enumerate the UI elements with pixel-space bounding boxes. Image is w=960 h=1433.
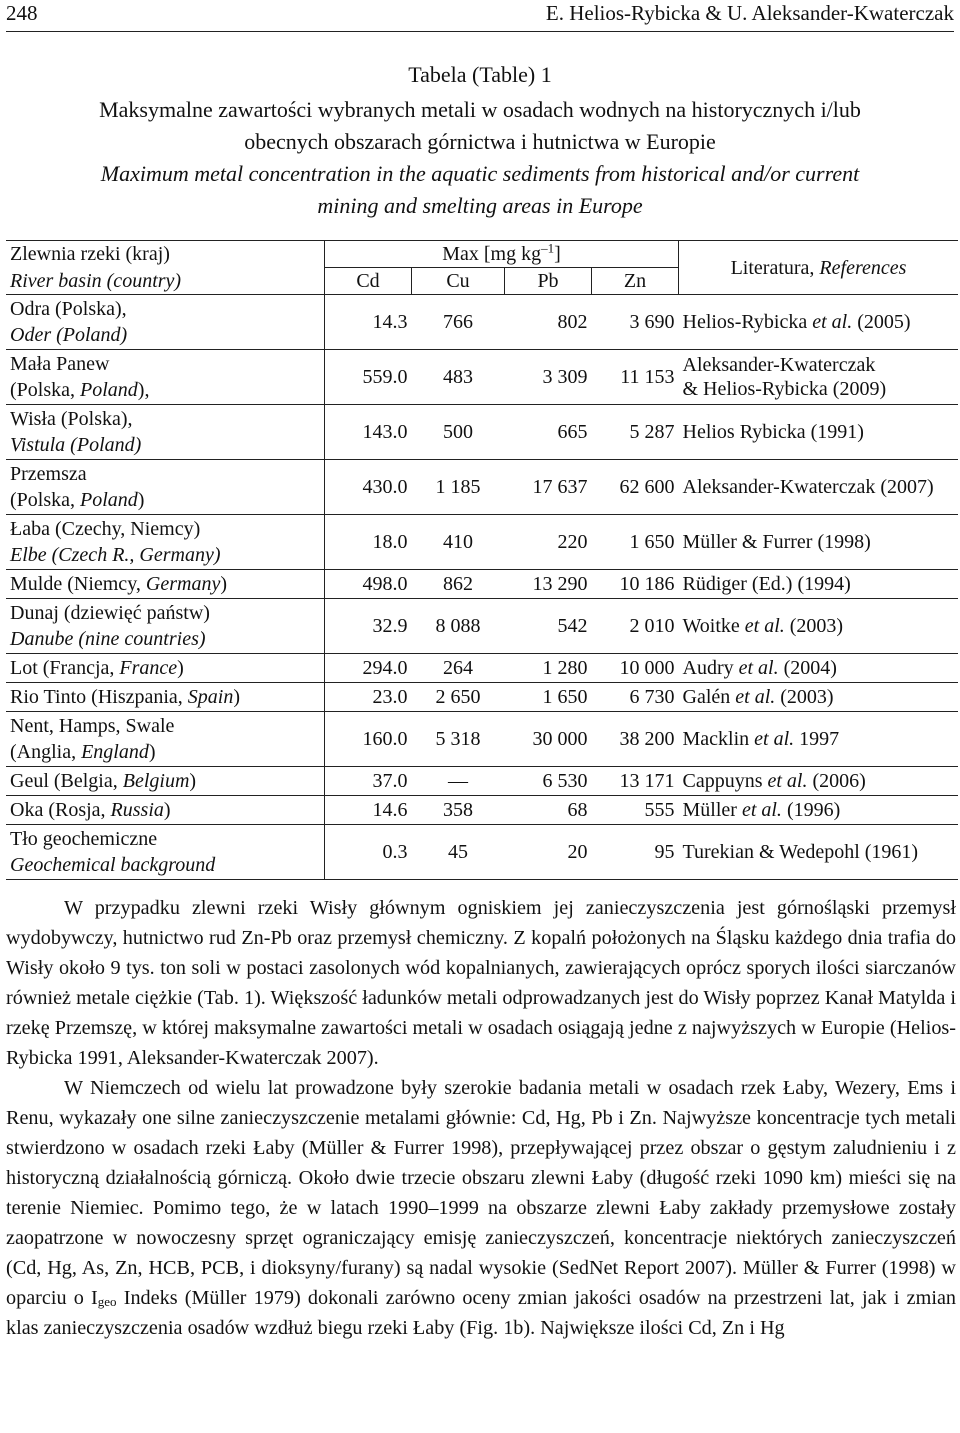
table-row bbox=[6, 825, 958, 880]
cell-ref: Müller et al. (1996) bbox=[679, 796, 959, 825]
row-river: Wisła (Polska), Vistula (Poland) bbox=[6, 405, 325, 460]
cell-cu: 483 bbox=[412, 350, 505, 405]
cell-zn: 2 010 bbox=[592, 599, 679, 654]
cell-zn: 3 690 bbox=[592, 295, 679, 350]
cell-cd: 160.0 bbox=[325, 712, 412, 767]
table-row bbox=[6, 599, 958, 654]
cell-pb: 1 650 bbox=[505, 683, 592, 712]
cell-cd: 498.0 bbox=[325, 570, 412, 599]
table-row bbox=[6, 796, 958, 825]
row-river: Geul (Belgia, Belgium) bbox=[6, 767, 325, 796]
paragraph-2: W Niemczech od wielu lat prowadzone były szerokie badania metali w osadach rzek Łaby, Wezery, Ems i Renu, wykazały one silne zanieczyszczenie metalami głównie: Cd, Hg, Pb i Zn. Najwyższe koncentracje tych metali stwierdzono w osadach rzeki Łaby (Müller & Furrer 1998), przepływającej przez obszar o gęstym zaludnieniu i z historyczną działalnością górniczą. Około dwie trzecie obszaru zlewni Łaby (długość rzeki 1090 km) mieści się na terenie Niemiec. Pomimo tego, że w latach 1990–1999 na obszarze zlewni Łaby zakłady przemysłowe zostały zaopatrzone w nowoczesny sprzęt ograniczający emisję zanieczyszczeń, koncentracje niektórych zanieczyszczeń (Cd, Hg, As, Zn, HCB, PCB, i dioksyny/furany) są nadal wysokie (SedNet Report 2007). Müller & Furrer (1998) w oparciu o $I_{geo}$ Indeks (Müller 1979) dokonali zarówno oceny zmian jakości osadów na przestrzeni lat, jak i zmian klas zanieczyszczenia osadów wzdłuż biegu rzeki Łaby (Fig. 1b). Największe ilości Cd, Zn i Hg bbox=[6, 1077, 956, 1339]
cell-ref: Turekian & Wedepohl (1961) bbox=[679, 825, 959, 880]
cell-ref: Helios Rybicka (1991) bbox=[679, 405, 959, 460]
table-row bbox=[6, 683, 958, 712]
metals-table bbox=[6, 240, 958, 880]
cell-ref: Audry et al. (2004) bbox=[679, 654, 959, 683]
head-references bbox=[679, 241, 959, 295]
cell-pb: 3 309 bbox=[505, 350, 592, 405]
igeo-subscript: geo bbox=[97, 1294, 117, 1309]
page-header bbox=[6, 0, 954, 30]
row-river: Nent, Hamps, Swale (Anglia, England) bbox=[6, 712, 325, 767]
cell-ref: Cappuyns et al. (2006) bbox=[679, 767, 959, 796]
head-max-close: ] bbox=[554, 243, 561, 265]
row-river: Mulde (Niemcy, Germany) bbox=[6, 570, 325, 599]
row-river: Rio Tinto (Hiszpania, Spain) bbox=[6, 683, 325, 712]
cell-cd: 23.0 bbox=[325, 683, 412, 712]
header-rule bbox=[6, 31, 954, 32]
cell-zn: 555 bbox=[592, 796, 679, 825]
table-row bbox=[6, 515, 958, 570]
row-river: Oka (Rosja, Russia) bbox=[6, 796, 325, 825]
table-row bbox=[6, 295, 958, 350]
row-river: Łaba (Czechy, Niemcy) Elbe (Czech R., Germany) bbox=[6, 515, 325, 570]
cell-ref: Galén et al. (2003) bbox=[679, 683, 959, 712]
cell-ref: Rüdiger (Ed.) (1994) bbox=[679, 570, 959, 599]
cell-pb: 665 bbox=[505, 405, 592, 460]
cell-cu: 358 bbox=[412, 796, 505, 825]
cell-ref: Müller & Furrer (1998) bbox=[679, 515, 959, 570]
cell-zn: 1 650 bbox=[592, 515, 679, 570]
cell-cd: 430.0 bbox=[325, 460, 412, 515]
cell-cd: 0.3 bbox=[325, 825, 412, 880]
row-river: Mała Panew (Polska, Poland), bbox=[6, 350, 325, 405]
cell-zn: 6 730 bbox=[592, 683, 679, 712]
cell-cu: 1 185 bbox=[412, 460, 505, 515]
cell-zn: 13 171 bbox=[592, 767, 679, 796]
cell-pb: 17 637 bbox=[505, 460, 592, 515]
cell-pb: 30 000 bbox=[505, 712, 592, 767]
cell-ref: Aleksander-Kwaterczak (2007) bbox=[679, 460, 959, 515]
row-river: Odra (Polska), Oder (Poland) bbox=[6, 295, 325, 350]
cell-zn: 10 186 bbox=[592, 570, 679, 599]
table-row bbox=[6, 570, 958, 599]
caption-pl-line1: Maksymalne zawartości wybranych metali w osadach wodnych na historycznych i/lub bbox=[99, 97, 861, 122]
table-row bbox=[6, 460, 958, 515]
cell-pb: 802 bbox=[505, 295, 592, 350]
cell-cd: 559.0 bbox=[325, 350, 412, 405]
cell-cu: 45 bbox=[412, 825, 505, 880]
table-row bbox=[6, 712, 958, 767]
body-text bbox=[6, 893, 956, 1343]
cell-cd: 294.0 bbox=[325, 654, 412, 683]
head-river-pl: Zlewnia rzeki (kraj) bbox=[6, 241, 325, 268]
cell-ref: Aleksander-Kwaterczak & Helios-Rybicka (2009) bbox=[679, 350, 959, 405]
cell-pb: 6 530 bbox=[505, 767, 592, 796]
cell-cd: 14.3 bbox=[325, 295, 412, 350]
head-cd: Cd bbox=[325, 268, 412, 295]
table-row bbox=[6, 654, 958, 683]
cell-cd: 37.0 bbox=[325, 767, 412, 796]
head-river-en: River basin (country) bbox=[6, 268, 325, 295]
table-row bbox=[6, 767, 958, 796]
head-zn: Zn bbox=[592, 268, 679, 295]
cell-cd: 143.0 bbox=[325, 405, 412, 460]
cell-pb: 20 bbox=[505, 825, 592, 880]
row-river: Przemsza (Polska, Poland) bbox=[6, 460, 325, 515]
table-title: Tabela (Table) 1 bbox=[408, 62, 552, 87]
cell-cd: 32.9 bbox=[325, 599, 412, 654]
head-cu: Cu bbox=[412, 268, 505, 295]
cell-zn: 11 153 bbox=[592, 350, 679, 405]
head-max-label: Max [mg kg bbox=[442, 243, 542, 265]
cell-zn: 62 600 bbox=[592, 460, 679, 515]
cell-cd: 18.0 bbox=[325, 515, 412, 570]
cell-cu: — bbox=[412, 767, 505, 796]
cell-cu: 862 bbox=[412, 570, 505, 599]
cell-pb: 1 280 bbox=[505, 654, 592, 683]
cell-cu: 766 bbox=[412, 295, 505, 350]
caption-pl-line2: obecnych obszarach górnictwa i hutnictwa w Europie bbox=[244, 129, 716, 154]
cell-zn: 38 200 bbox=[592, 712, 679, 767]
cell-ref: Woitke et al. (2003) bbox=[679, 599, 959, 654]
table-head bbox=[6, 241, 958, 295]
head-pb: Pb bbox=[505, 268, 592, 295]
caption-en-line2: mining and smelting areas in Europe bbox=[317, 193, 643, 218]
head-ref-pl: Literatura, bbox=[730, 256, 815, 279]
cell-cu: 5 318 bbox=[412, 712, 505, 767]
table-body bbox=[6, 295, 958, 880]
head-max-exp: –1 bbox=[541, 240, 555, 256]
cell-ref: Helios-Rybicka et al. (2005) bbox=[679, 295, 959, 350]
cell-cu: 410 bbox=[412, 515, 505, 570]
cell-cu: 2 650 bbox=[412, 683, 505, 712]
row-river: Dunaj (dziewięć państw) Danube (nine countries) bbox=[6, 599, 325, 654]
row-river: Lot (Francja, France) bbox=[6, 654, 325, 683]
paragraph-1: W przypadku zlewni rzeki Wisły głównym ogniskiem jej zanieczyszczenia jest górnośląski przemysł wydobywczy, hutnictwo rud Zn-Pb oraz przemysł chemiczny. Z kopalń położonych na Śląsku każdego dnia trafia do Wisły około 9 tys. ton soli w postaci zasolonych wód kopalnianych, zawierających oprócz sporych ilości siarczanów również metale ciężkie (Tab. 1). Większość ładunków metali odprowadzanych jest do Wisły poprzez Kanał Matylda i rzekę Przemszę, w której maksymalne zawartości metali w osadach osiągają jedne z najwyższych w Europie (Helios-Rybicka 1991, Aleksander-Kwaterczak 2007). bbox=[6, 897, 956, 1069]
cell-cu: 500 bbox=[412, 405, 505, 460]
cell-ref: Macklin et al. 1997 bbox=[679, 712, 959, 767]
table-caption bbox=[0, 59, 960, 222]
cell-pb: 542 bbox=[505, 599, 592, 654]
row-river: Tło geochemiczne Geochemical background bbox=[6, 825, 325, 880]
table-row bbox=[6, 350, 958, 405]
cell-pb: 220 bbox=[505, 515, 592, 570]
page-number: 248 bbox=[6, 1, 38, 25]
cell-zn: 5 287 bbox=[592, 405, 679, 460]
cell-zn: 10 000 bbox=[592, 654, 679, 683]
cell-pb: 13 290 bbox=[505, 570, 592, 599]
cell-zn: 95 bbox=[592, 825, 679, 880]
cell-cu: 8 088 bbox=[412, 599, 505, 654]
cell-cd: 14.6 bbox=[325, 796, 412, 825]
caption-en-line1: Maximum metal concentration in the aquatic sediments from historical and/or current bbox=[100, 161, 860, 186]
head-max bbox=[325, 241, 679, 268]
cell-cu: 264 bbox=[412, 654, 505, 683]
cell-pb: 68 bbox=[505, 796, 592, 825]
table-row bbox=[6, 405, 958, 460]
head-ref-en: References bbox=[819, 256, 907, 279]
running-authors: E. Helios-Rybicka & U. Aleksander-Kwaterczak bbox=[545, 1, 954, 25]
